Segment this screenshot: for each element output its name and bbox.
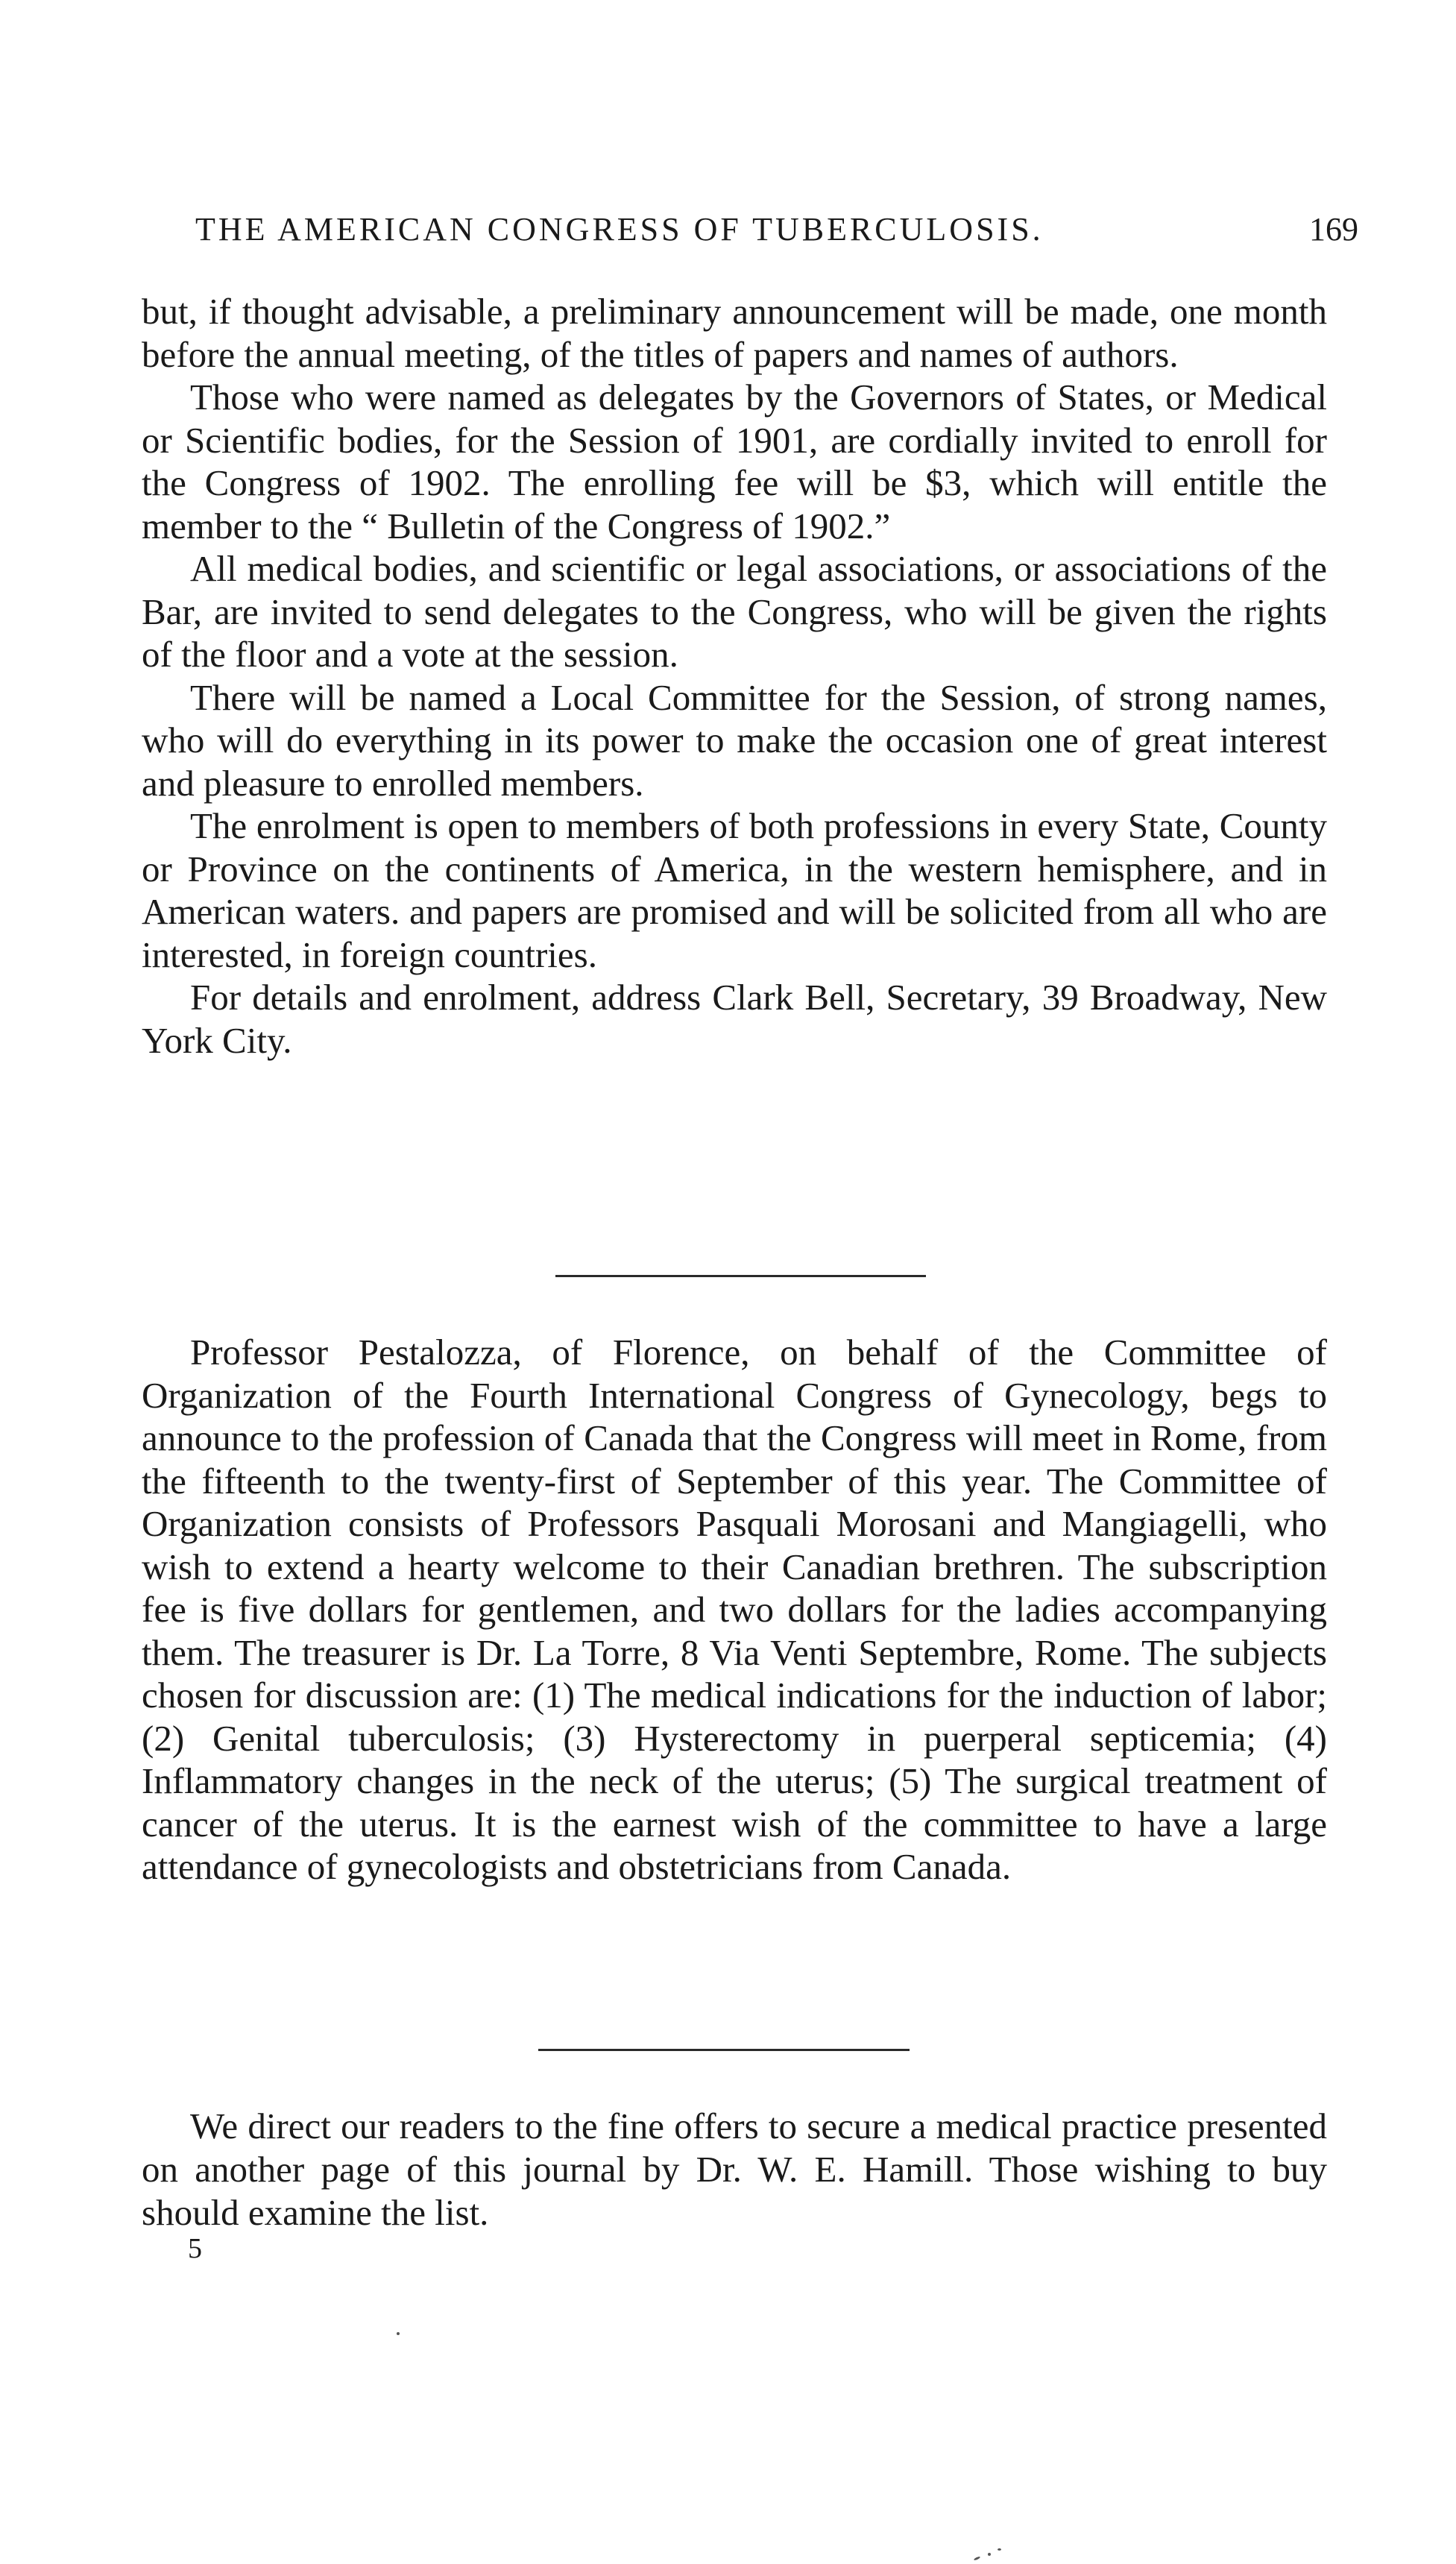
running-title: THE AMERICAN CONGRESS OF TUBERCULOSIS.	[195, 211, 1044, 248]
signature-mark: 5	[188, 2233, 202, 2264]
print-speck	[998, 2548, 1001, 2551]
medical-practice-notice	[142, 2105, 1327, 2234]
paragraph: but, if thought advisable, a preliminary announcement will be made, one month before the annual meeting, of the titles of papers and names of authors.	[142, 291, 1327, 375]
paragraph: Professor Pestalozza, of Florence, on behalf of the Committee of Organization of the Fourth International Congress of Gynecology, begs to announce to the profession of Canada that the Congress will meet in Rome, from the fifteenth to the twenty-first of September of this year. The Committee of Organization consists of Professors Pasquali Morosani and Mangiagelli, who wish to extend a hearty welcome to their Canadian brethren. The subscription fee is five dollars for gentlemen, and two dollars for the ladies accompanying them. The treasurer is Dr. La Torre, 8 Via Venti Septembre, Rome. The subjects chosen for discussion are: (1) The medical indications for the induction of labor; (2) Genital tuberculosis; (3) Hysterectomy in puerperal septicemia; (4) Inflammatory changes in the neck of the uterus; (5) The surgical treatment of cancer of the uterus. It is the earnest wish of the committee to have a large attendance of gynecologists and obstetricians from Canada.	[142, 1332, 1327, 1887]
print-speck	[988, 2553, 991, 2556]
page-number: 169	[1309, 211, 1358, 248]
paragraph: For details and enrolment, address Clark Bell, Secretary, 39 Broadway, New York City.	[142, 977, 1327, 1061]
gynecology-congress-notice	[142, 1331, 1327, 1889]
paragraph: We direct our readers to the fine offers to secure a medical practice presented on another page of this journal by Dr. W. E. Hamill. Those wishing to buy should examine the list.	[142, 2105, 1327, 2233]
tuberculosis-congress-notice	[142, 290, 1327, 1062]
paragraph: The enrolment is open to members of both professions in every State, County or Province on the continents of America, in the western hemisphere, and in American waters. and papers are promised and will be solicited from all who are interested, in foreign countries.	[142, 805, 1327, 975]
paragraph: There will be named a Local Committee for the Session, of strong names, who will do everything in its power to make the occasion one of great interest and pleasure to enrolled members.	[142, 676, 1327, 804]
paragraph: Those who were named as delegates by the Governors of States, or Medical or Scientific bodies, for the Session of 1901, are cordially invited to enroll for the Congress of 1902. The enrolling fee will be $3, which will entitle the member to the “ Bulletin of the Congress of 1902.”	[142, 377, 1327, 546]
print-speck	[397, 2332, 400, 2335]
print-speck	[974, 2556, 980, 2561]
section-divider	[538, 2049, 910, 2051]
running-head	[195, 210, 1358, 255]
paragraph: All medical bodies, and scientific or legal associations, or associations of the Bar, are invited to send delegates to the Congress, who will be given the rights of the floor and a vote at the session.	[142, 548, 1327, 675]
section-divider	[555, 1275, 926, 1277]
